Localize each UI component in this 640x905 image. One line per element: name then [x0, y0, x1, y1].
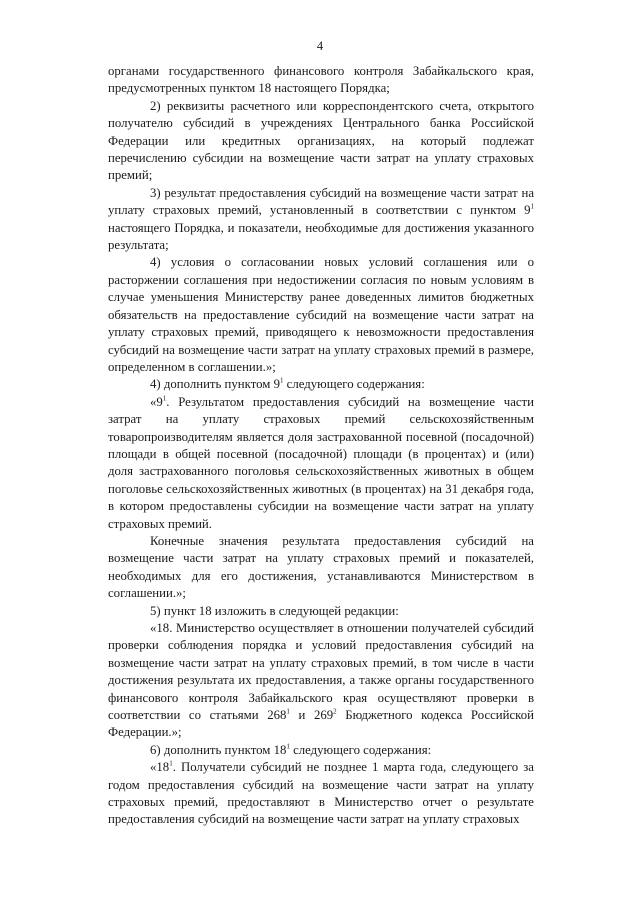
superscript: 1: [162, 394, 167, 403]
paragraph: [108, 376, 534, 393]
text-run: 3) результат предоставления субсидий на возмещение части затрат на уплату страховых премий, установленный в соответствии с пунктом 9: [108, 185, 534, 218]
text-run: 4) дополнить пунктом 9: [150, 377, 280, 392]
text-run: органами государственного финансового контроля Забайкальского края, предусмотренных пунктом 18 настоящего Порядка;: [108, 64, 534, 96]
document-body: [108, 63, 534, 829]
paragraph: [108, 533, 534, 603]
superscript: 2: [333, 707, 337, 716]
text-run: и 269: [289, 708, 334, 723]
superscript: 1: [279, 377, 284, 386]
page-number: 4: [316, 39, 324, 53]
text-run: 4) условия о согласовании новых условий соглашения или о расторжении соглашения при недостижении согласия по новым условиям в случае уменьшения Министерству ранее доведенных лимитов бюджетных обязательств на предоставление субсидий на возмещение части затрат на уплату страховых премий, приводящего к невозможности предоставления субсидий на возмещение части затрат на уплату страховых премий в размере, определенном в соглашении.»;: [108, 255, 534, 374]
superscript: 1: [286, 707, 290, 716]
text-run: . Результатом предоставления субсидий на возмещение части затрат на уплату страховых премий сельскохозяйственным товаропроизводителям является доля застрахованной посевной (посадочной) площади в общей посевной (посадочной) площади (в процентах) и (или) доля застрахованного поголовья сельскохозяйственных животных в общем поголовье сельскохозяйственных животных (в процентах) на 31 декабря года, в котором предоставлены субсидии на возмещение части затрат на уплату страховых премий.: [108, 394, 534, 531]
text-run: «18. Министерство осуществляет в отношении получателей субсидий проверки соблюдения порядка и условий предоставления субсидий на возмещение части затрат на уплату страховых премий, в том числе в части достижения результата их предоставления, а также органы государственного финансового контроля Забайкальского края осуществляют проверки в соответствии со статьями 268: [108, 621, 534, 723]
text-run: «18: [150, 760, 170, 775]
paragraph: [108, 603, 534, 620]
text-run: . Получатели субсидий не позднее 1 марта года, следующего за годом предоставления субсидий на возмещение части затрат на уплату страховых премий, предоставляют в Министерство отчет о результате предоставления субсидий на возмещение части затрат на уплату страховых: [108, 760, 534, 827]
paragraph: [108, 254, 534, 376]
paragraph: [108, 185, 534, 255]
paragraph: [108, 63, 534, 98]
paragraph: [108, 620, 534, 742]
text-run: Конечные значения результата предоставления субсидий на возмещение части затрат на уплату страховых премий и показателей, необходимых для его достижения, устанавливаются Министерством в соглашении.»;: [108, 533, 534, 601]
superscript: 1: [169, 759, 173, 768]
paragraph: [108, 759, 534, 829]
text-run: 2) реквизиты расчетного или корреспондентского счета, открытого получателю субсидий в учреждениях Центрального банка Российской Федерации или кредитных организациях, на который подлежат перечислению субсидии на возмещение части затрат на уплату страховых премий;: [108, 98, 534, 183]
paragraph: [108, 98, 534, 185]
text-run: Бюджетного кодекса Российской Федерации.»;: [108, 708, 535, 740]
text-run: настоящего Порядка, и показатели, необходимые для достижения указанного результата;: [108, 220, 534, 253]
superscript: 1: [530, 202, 534, 211]
text-run: 6) дополнить пунктом 18: [150, 742, 287, 757]
paragraph: [108, 394, 534, 533]
text-run: следующего содержания:: [283, 377, 425, 392]
text-run: «9: [150, 394, 163, 409]
text-run: следующего содержания:: [289, 742, 432, 757]
paragraph: [108, 742, 534, 759]
text-run: 5) пункт 18 изложить в следующей редакции:: [150, 603, 399, 618]
superscript: 1: [286, 742, 290, 751]
